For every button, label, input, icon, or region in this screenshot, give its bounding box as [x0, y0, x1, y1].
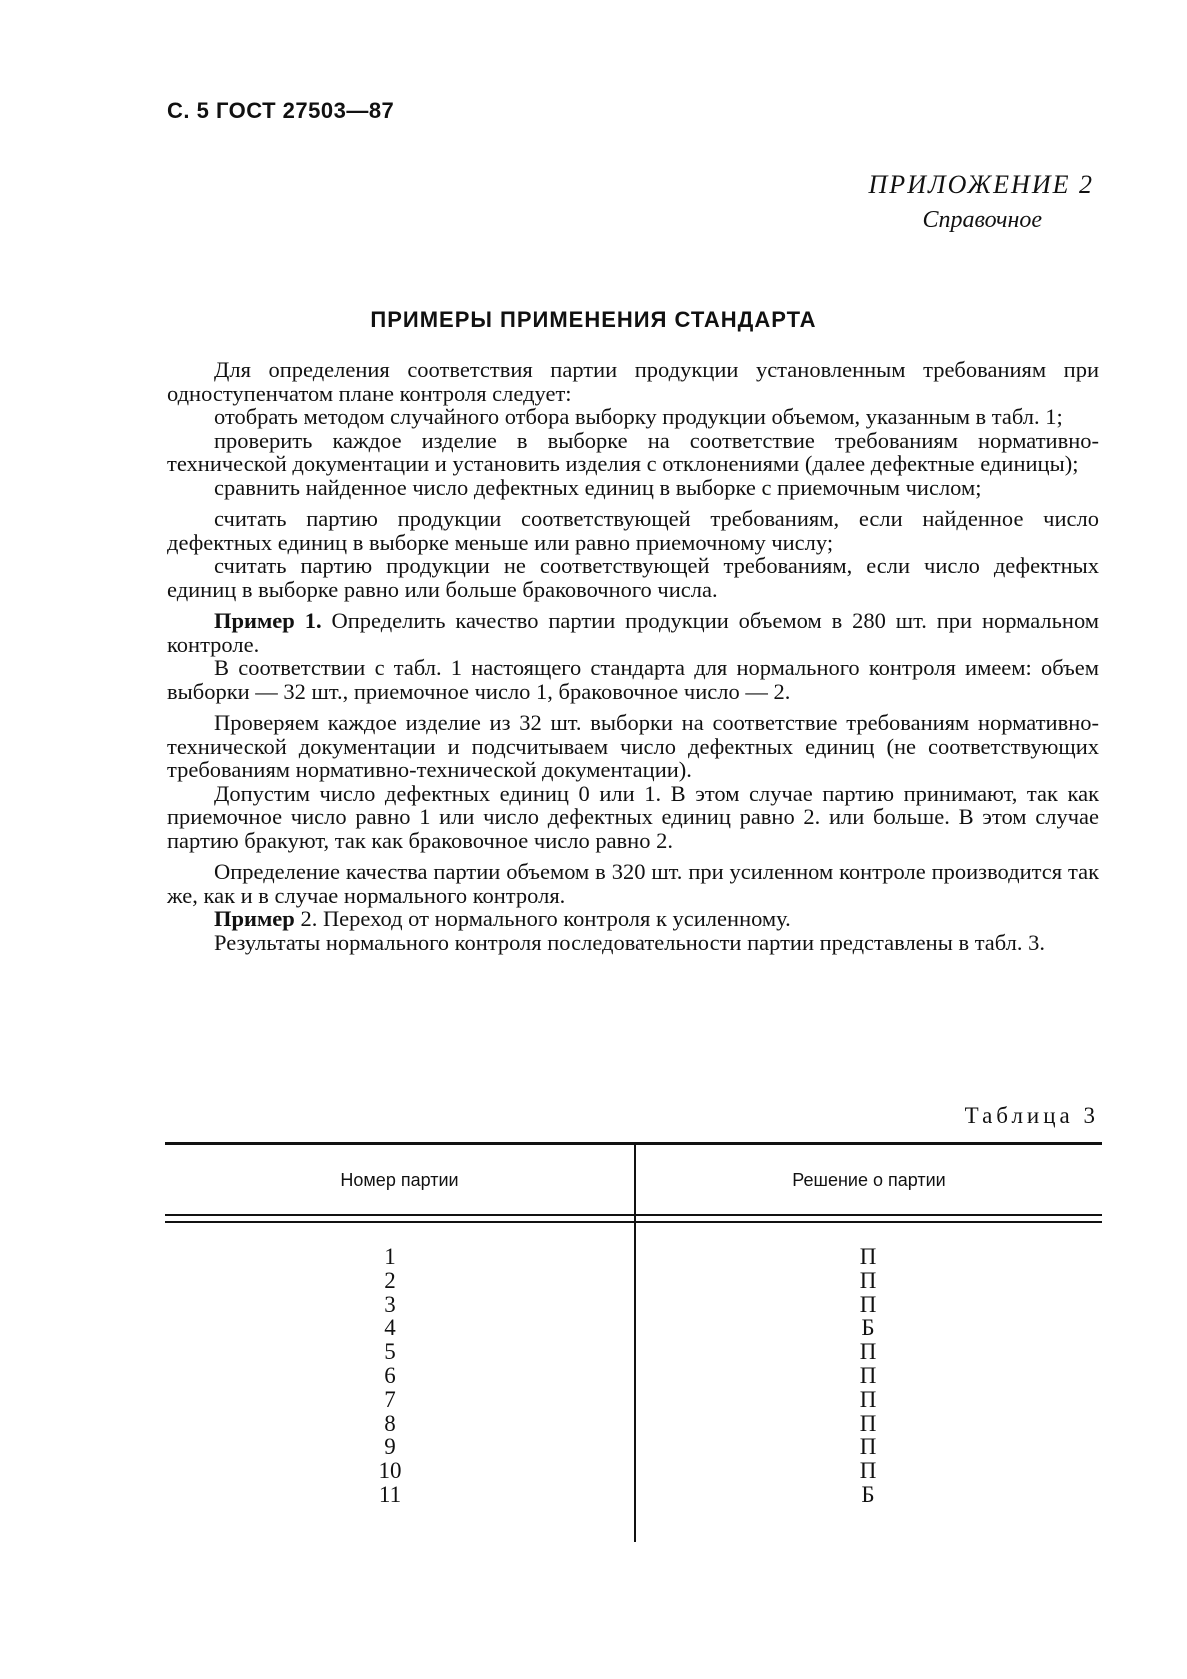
- appendix-subtitle: Справочное: [922, 207, 1042, 233]
- table-cell-number: 11: [378, 1481, 402, 1507]
- table-cell-decision: Б: [861, 1315, 875, 1341]
- table-cell-decision: П: [859, 1458, 877, 1484]
- table-cell-number: 8: [384, 1410, 396, 1436]
- example-1-paragraph: [167, 609, 1099, 656]
- table-cell-number: 3: [384, 1291, 396, 1317]
- table-cell-decision: Б: [861, 1481, 875, 1507]
- table-cell-number: 1: [384, 1244, 396, 1269]
- paragraph: сравнить найденное число дефектных единиц в выборке с приемочным числом;: [214, 474, 982, 500]
- paragraph: отобрать методом случайного отбора выборку продукции объемом, указанным в табл. 1;: [214, 404, 1063, 429]
- table-cell-decision: П: [859, 1339, 877, 1365]
- body-text: [167, 358, 1099, 954]
- table-header-decision: Решение о партии: [792, 1170, 946, 1190]
- example-2-text: 2. Переход от нормального контроля к усиленному.: [294, 906, 791, 931]
- paragraph: Определение качества партии объемом в 320 шт. при усиленном контроле производится так же, как и в случае нормального контроля.: [167, 859, 1099, 908]
- table-cell-decision: П: [859, 1410, 877, 1436]
- table-cell-decision: П: [859, 1244, 877, 1269]
- paragraph: проверить каждое изделие в выборке на соответствие требованиям нормативно-технической документации и установить изделия с отклонениями (далее дефектные единицы);: [167, 427, 1099, 476]
- table-cell-decision: П: [859, 1386, 877, 1412]
- table-cell-decision: П: [859, 1291, 877, 1317]
- table-cell-decision: П: [859, 1434, 877, 1460]
- table-caption: Таблица 3: [964, 1103, 1099, 1128]
- paragraph: Проверяем каждое изделие из 32 шт. выборки на соответствие требованиям нормативно-технической документации и подсчитываем число дефектных единиц (не соответствующих требованиям нормативно-технической документации).: [167, 710, 1099, 782]
- example-2-label: Пример: [214, 906, 295, 931]
- page-header: С. 5 ГОСТ 27503—87: [167, 98, 395, 123]
- table-column-divider: [634, 1145, 636, 1542]
- table-cell-decision: П: [859, 1267, 877, 1293]
- document-title: ПРИМЕРЫ ПРИМЕНЕНИЯ СТАНДАРТА: [370, 307, 817, 332]
- paragraph: считать партию продукции не соответствующей требованиям, если число дефектных единиц в выборке равно или больше браковочного числа.: [167, 553, 1099, 602]
- table-cell-decision: П: [859, 1362, 877, 1388]
- table-column-decisions: [838, 1245, 898, 1507]
- example-1-text: Определить качество партии продукции объемом в 280 шт. при нормальном контроле.: [167, 608, 1100, 657]
- table-header-number: Номер партии: [340, 1170, 459, 1190]
- example-1-label: Пример 1.: [214, 608, 322, 633]
- table-cell-number: 2: [384, 1267, 396, 1293]
- table-cell-number: 5: [384, 1339, 396, 1365]
- table-cell-number: 9: [384, 1434, 396, 1460]
- appendix-title: ПРИЛОЖЕНИЕ 2: [868, 170, 1094, 199]
- paragraph: Для определения соответствия партии продукции установленным требованиям при одноступенчатом плане контроля следует:: [167, 357, 1099, 406]
- table-cell-number: 6: [384, 1362, 396, 1388]
- example-2-paragraph: [167, 907, 1099, 931]
- paragraph: Результаты нормального контроля последовательности партии представлены в табл. 3.: [214, 929, 1046, 955]
- table-cell-number: 10: [378, 1458, 402, 1484]
- paragraph: В соответствии с табл. 1 настоящего стандарта для нормального контроля имеем: объем выборки — 32 шт., приемочное число 1, браковочное число — 2.: [167, 655, 1099, 704]
- paragraph: считать партию продукции соответствующей требованиям, если найденное число дефектных единиц в выборке меньше или равно приемочному числу;: [167, 506, 1099, 555]
- paragraph: Допустим число дефектных единиц 0 или 1. В этом случае партию принимают, так как приемочное число равно 1 или число дефектных единиц равно 2. или больше. В этом случае партию бракуют, так как браковочное число равно 2.: [167, 780, 1099, 853]
- table-cell-number: 4: [384, 1315, 396, 1341]
- table-column-numbers: [360, 1245, 420, 1507]
- table-cell-number: 7: [384, 1386, 396, 1412]
